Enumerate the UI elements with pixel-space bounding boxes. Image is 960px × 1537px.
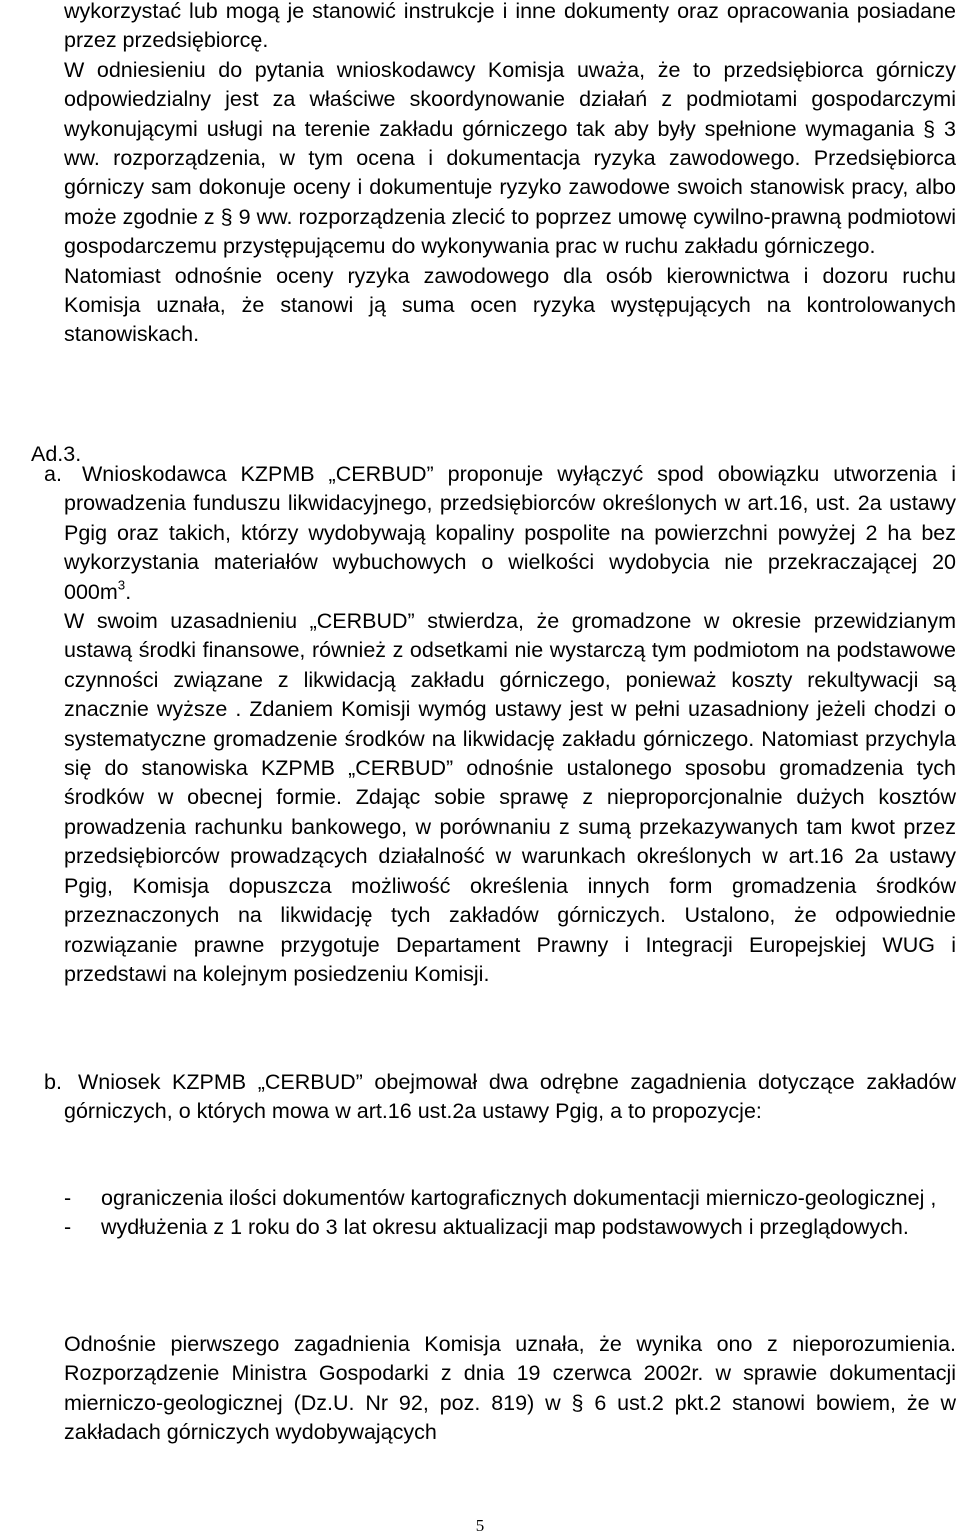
- paragraph-risk-assessment: Natomiast odnośnie oceny ryzyka zawodowego dla osób kierownictwa i dozoru ruchu Komisja uznała, że stanowi ją suma ocen ryzyka występujących na kontrolowanych stanowiskach.: [64, 263, 956, 347]
- item-a-text: Wnioskodawca KZPMB „CERBUD” proponuje wyłączyć spod obowiązku utworzenia i prowadzenia funduszu likwidacyjnego, przedsiębiorców określonych w art.16, ust. 2a ustawy Pgig oraz takich, którzy wydobywają kopaliny pospolite na powierzchni powyżej 2 ha bez wykorzystania materiałów wybuchowych o wielkości wydobycia nie przekraczającej 20 000m: [64, 462, 956, 604]
- page-number: 5: [475, 1516, 485, 1535]
- continuation-text: wykorzystać lub mogą je stanowić instrukcje i inne dokumenty oraz opracowania posiadane przez przedsiębiorcę.: [64, 0, 956, 53]
- item-b-text: Wniosek KZPMB „CERBUD” obejmował dwa odrębne zagadnienia dotyczące zakładów górniczych, o których mowa w art.16 ust.2a ustawy Pgig, a to propozycje:: [64, 1070, 956, 1124]
- final-paragraph: Odnośnie pierwszego zagadnienia Komisja uznała, że wynika ono z nieporozumienia. Rozporządzenie Ministra Gospodarki z dnia 19 czerwca 2002r. w sprawie dokumentacji mierniczo-geologicznej (Dz.U. Nr 92, poz. 819) w § 6 ust.2 pkt.2 stanowi bowiem, że w zakładach górniczych wydobywających: [64, 1332, 956, 1445]
- item-b-block: [64, 1068, 956, 1127]
- item-b-paragraph: [64, 1068, 956, 1127]
- list-item: [64, 1184, 956, 1213]
- item-a-justification: W swoim uzasadnieniu „CERBUD” stwierdza, że gromadzone w okresie przewidzianym ustawą środki finansowe, również z odsetkami nie wystarczą tym podmiotom na podstawowe czynności związane z likwidacją zakładu górniczego, ponieważ koszty rekultywacji są znacznie wyższe . Zdaniem Komisji wymóg ustawy jest w pełni uzasadniony jeżeli chodzi o systematyczne gromadzenie środków na likwidację zakładu górniczego. Natomiast przychyla się do stanowiska KZPMB „CERBUD” odnośnie ustalonego sposobu gromadzenia tych środków w obecnej formie. Zdając sobie sprawę z nieproporcjonalnie dużych kosztów prowadzenia rachunku bankowego, w porównaniu z sumą przekazywanych tam kwot przez przedsiębiorców prowadzących działalność w warunkach określonych w art.16 2a ustawy Pgig, Komisja dopuszcza możliwość określenia innych form gromadzenia środków przeznaczonych na likwidację tych zakładów górniczych. Ustalono, że odpowiednie rozwiązanie prawne przygotuje Departament Prawny i Integracji Europejskiej WUG i przedstawi na kolejnym posiedzeniu Komisji.: [64, 609, 956, 986]
- list-item-text: wydłużenia z 1 roku do 3 lat okresu aktualizacji map podstawowych i przeglądowych.: [101, 1215, 909, 1240]
- final-block: [64, 1330, 956, 1448]
- item-a-text-end: .: [125, 579, 132, 604]
- item-a-block: [64, 460, 956, 989]
- proposal-list: [64, 1184, 956, 1243]
- intro-block: [64, 0, 956, 350]
- list-item-text: ograniczenia ilości dokumentów kartograficznych dokumentacji mierniczo-geologicznej ,: [101, 1186, 937, 1210]
- section-label: Ad.3.: [31, 442, 82, 466]
- list-dash: -: [64, 1215, 72, 1240]
- item-a-marker: a.: [44, 462, 62, 486]
- paragraph-coordination: W odniesieniu do pytania wnioskodawcy Komisja uważa, że to przedsiębiorca górniczy odpowiedzialny jest za właściwe skoordynowanie działań z podmiotami gospodarczymi wykonującymi usługi na terenie zakładu górniczego tak aby były spełnione wymagania § 3 ww. rozporządzenia, w tym ocena i dokumentacja ryzyka zawodowego. Przedsiębiorca górniczy sam dokonuje oceny i dokumentuje ryzyko zawodowe swoich stanowisk pracy, albo może zgodnie z § 9 ww. rozporządzenia zlecić to poprzez umowę cywilno-prawną podmiotowi gospodarczemu przystępującemu do wykonywania prac w ruchu zakładu górniczego.: [64, 57, 956, 259]
- list-dash: -: [64, 1186, 72, 1210]
- item-a-paragraph: [64, 460, 956, 607]
- list-item: [64, 1213, 956, 1242]
- item-b-marker: b.: [44, 1070, 62, 1094]
- item-a-superscript: 3: [117, 577, 126, 593]
